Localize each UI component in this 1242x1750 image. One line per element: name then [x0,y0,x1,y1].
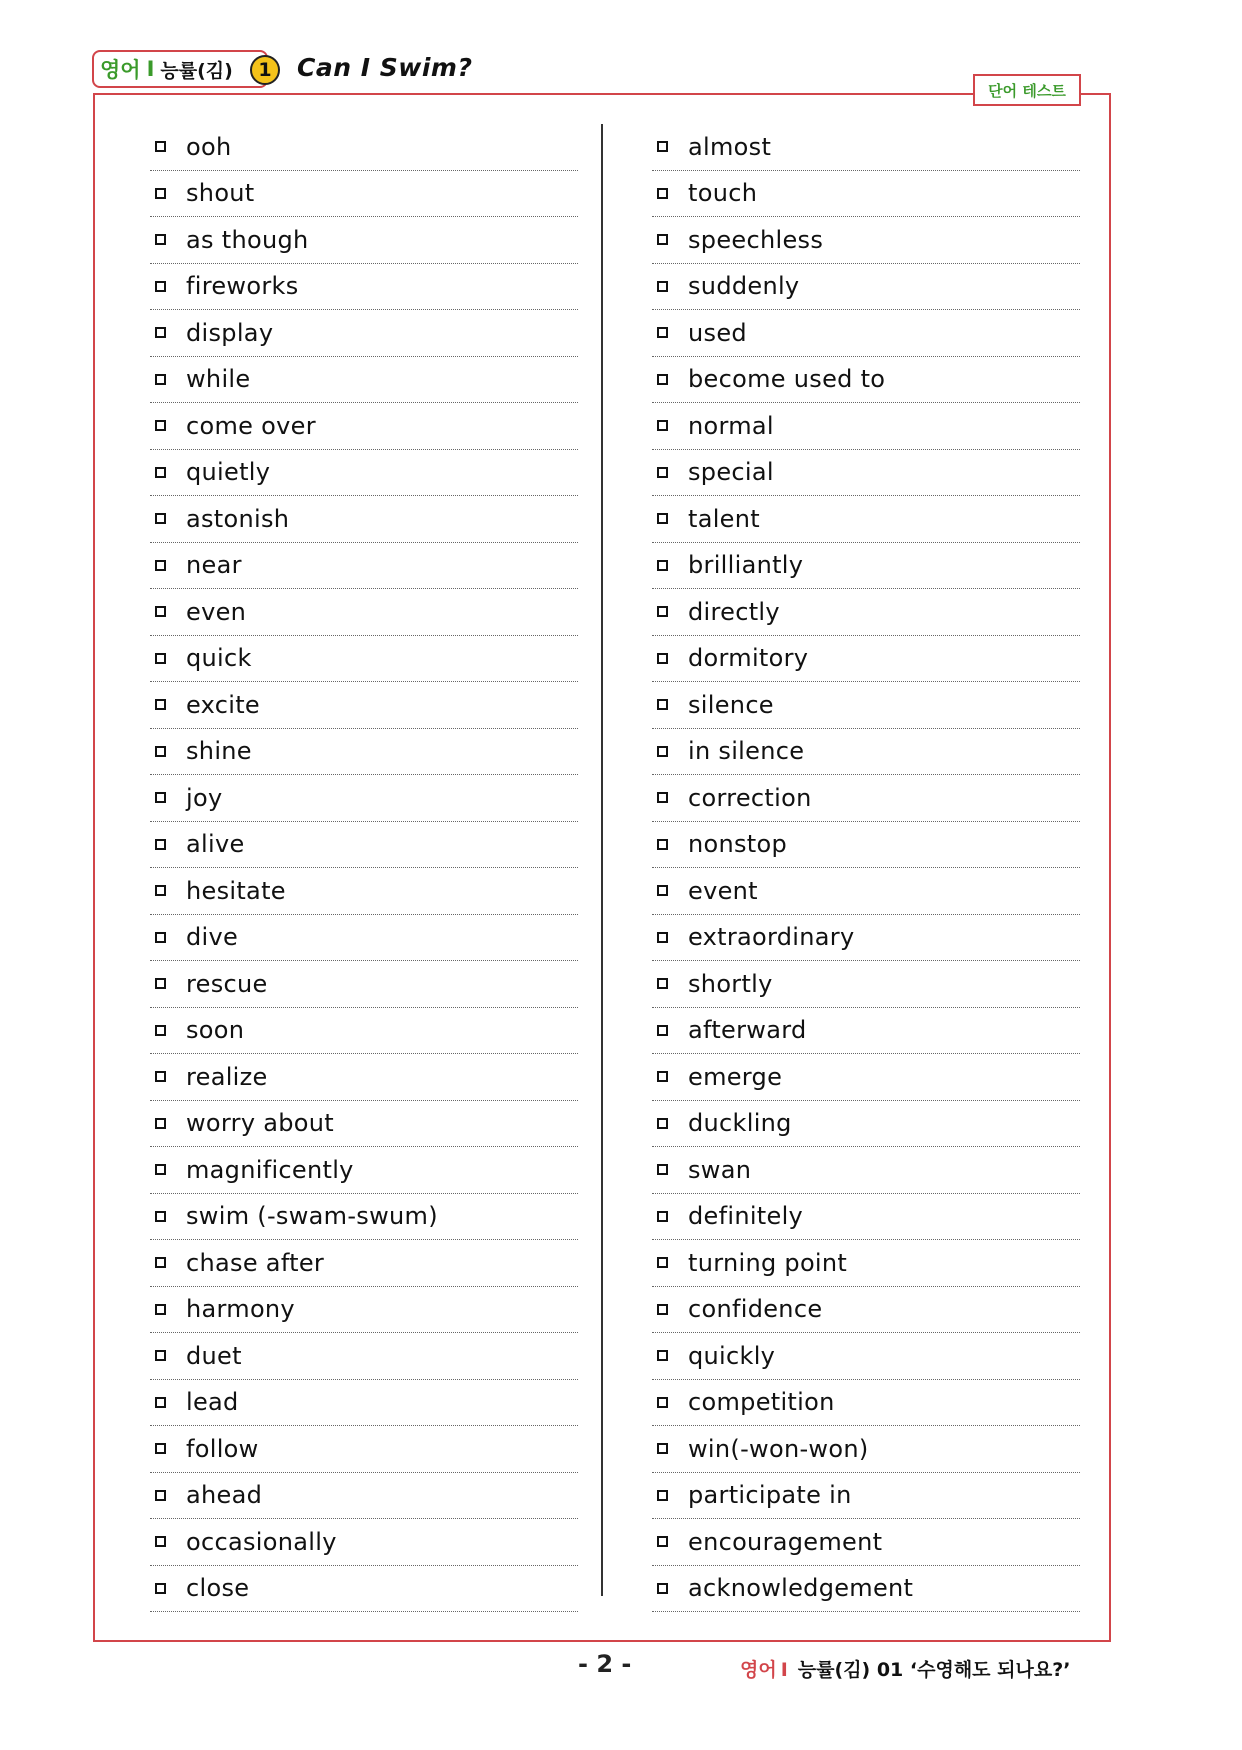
word-row [150,868,578,915]
vocabulary-word: hesitate [186,876,286,905]
checkbox[interactable] [657,560,668,571]
checkbox[interactable] [657,374,668,385]
vocabulary-word: ooh [186,132,232,161]
checkbox[interactable] [155,188,166,199]
word-row [652,1147,1080,1194]
vocabulary-word: realize [186,1062,268,1091]
checkbox[interactable] [657,839,668,850]
word-row [150,1426,578,1473]
word-row [150,1101,578,1148]
checkbox[interactable] [657,420,668,431]
checkbox[interactable] [657,1397,668,1408]
word-row [652,1333,1080,1380]
textbook-label: 능률(김) [160,59,233,82]
vocabulary-word: even [186,597,247,626]
checkbox[interactable] [657,1583,668,1594]
vocabulary-word: emerge [688,1062,783,1091]
vocabulary-word: swan [688,1155,752,1184]
checkbox[interactable] [155,560,166,571]
checkbox[interactable] [155,932,166,943]
checkbox[interactable] [155,281,166,292]
word-row [652,682,1080,729]
checkbox[interactable] [657,1490,668,1501]
checkbox[interactable] [657,1350,668,1361]
right-word-list [652,124,1080,1612]
word-row [652,1426,1080,1473]
vocabulary-word: talent [688,504,760,533]
word-row [652,1054,1080,1101]
word-row [652,543,1080,590]
vocabulary-word: quickly [688,1341,776,1370]
checkbox[interactable] [155,141,166,152]
word-row [652,124,1080,171]
checkbox[interactable] [657,885,668,896]
word-row [150,403,578,450]
vocabulary-word: event [688,876,758,905]
vocabulary-word: ahead [186,1481,263,1510]
page-number: - 2 - [578,1650,632,1678]
left-word-list [150,124,578,1612]
word-row [150,589,578,636]
checkbox[interactable] [155,1583,166,1594]
word-row [150,915,578,962]
checkbox[interactable] [657,1257,668,1268]
checkbox[interactable] [657,792,668,803]
vocabulary-word: silence [688,690,774,719]
word-row [652,636,1080,683]
checkbox[interactable] [155,1164,166,1175]
vocabulary-word: worry about [186,1109,335,1138]
checkbox[interactable] [155,1443,166,1454]
lesson-number-badge: 1 [250,55,280,85]
vocabulary-word: shine [186,737,252,766]
word-row [652,1473,1080,1520]
word-row [652,589,1080,636]
checkbox[interactable] [657,513,668,524]
vocabulary-word: swim (-swam-swum) [186,1202,438,1231]
checkbox[interactable] [155,653,166,664]
checkbox[interactable] [155,1350,166,1361]
vocabulary-word: become used to [688,365,886,394]
footer-info [740,1655,1070,1682]
word-row [652,1380,1080,1427]
checkbox[interactable] [155,699,166,710]
vocabulary-word: participate in [688,1481,852,1510]
checkbox[interactable] [657,327,668,338]
checkbox[interactable] [155,606,166,617]
word-row [150,217,578,264]
word-row [652,310,1080,357]
vocabulary-word: duckling [688,1109,792,1138]
word-row [150,1008,578,1055]
checkbox[interactable] [657,746,668,757]
vocabulary-word: harmony [186,1295,295,1324]
word-test-badge: 단어 테스트 [973,74,1081,106]
vocabulary-word: afterward [688,1016,807,1045]
checkbox[interactable] [155,978,166,989]
vocabulary-word: quietly [186,458,271,487]
vocabulary-word: used [688,318,747,347]
vocabulary-word: win(-won-won) [688,1434,869,1463]
vocabulary-word: in silence [688,737,805,766]
vocabulary-word: extraordinary [688,923,855,952]
subject-tag [92,50,268,88]
vocabulary-word: special [688,458,774,487]
word-row [150,357,578,404]
vocabulary-word: speechless [688,225,824,254]
word-row [652,1008,1080,1055]
vocabulary-word: encouragement [688,1527,883,1556]
vocabulary-word: dormitory [688,644,809,673]
word-row [150,450,578,497]
checkbox[interactable] [155,839,166,850]
checkbox[interactable] [155,420,166,431]
vocabulary-word: chase after [186,1248,325,1277]
checkbox[interactable] [657,1071,668,1082]
word-row [150,1566,578,1613]
word-row [652,1194,1080,1241]
checkbox[interactable] [657,141,668,152]
vocabulary-word: excite [186,690,260,719]
checkbox[interactable] [155,746,166,757]
checkbox[interactable] [657,653,668,664]
footer-separator: I [780,1659,788,1681]
checkbox[interactable] [155,885,166,896]
vocabulary-word: dive [186,923,239,952]
vocabulary-word: close [186,1574,250,1603]
word-row [150,496,578,543]
vocabulary-word: competition [688,1388,835,1417]
vocabulary-word: lead [186,1388,239,1417]
vocabulary-word: magnificently [186,1155,354,1184]
column-divider [601,124,603,1596]
word-row [150,961,578,1008]
word-row [652,1101,1080,1148]
lesson-title: Can I Swim? [297,53,473,82]
checkbox[interactable] [657,1304,668,1315]
word-row [150,310,578,357]
word-row [652,868,1080,915]
checkbox[interactable] [657,467,668,478]
checkbox[interactable] [657,606,668,617]
word-row [150,1380,578,1427]
checkbox[interactable] [155,1490,166,1501]
word-row [652,729,1080,776]
word-row [150,124,578,171]
vocabulary-word: almost [688,132,772,161]
checkbox[interactable] [155,1536,166,1547]
word-row [652,961,1080,1008]
word-row [150,822,578,869]
checkbox[interactable] [155,513,166,524]
vocabulary-word: come over [186,411,316,440]
word-row [652,822,1080,869]
checkbox[interactable] [657,699,668,710]
word-row [150,775,578,822]
vocabulary-word: rescue [186,969,268,998]
vocabulary-word: brilliantly [688,551,804,580]
checkbox[interactable] [155,1211,166,1222]
checkbox[interactable] [657,1211,668,1222]
vocabulary-word: occasionally [186,1527,337,1556]
checkbox[interactable] [155,1025,166,1036]
footer-lesson: 능률(김) 01 ‘수영해도 되나요?’ [797,1659,1071,1681]
word-row [150,1054,578,1101]
checkbox[interactable] [657,1443,668,1454]
word-row [652,1566,1080,1613]
subject-label: 영어 [100,58,141,82]
vocabulary-word: duet [186,1341,242,1370]
vocabulary-word: quick [186,644,252,673]
checkbox[interactable] [657,1025,668,1036]
word-row [150,264,578,311]
checkbox[interactable] [155,1118,166,1129]
word-row [150,636,578,683]
vocabulary-word: normal [688,411,774,440]
checkbox[interactable] [657,234,668,245]
word-row [150,543,578,590]
word-row [150,1333,578,1380]
word-row [150,1473,578,1520]
checkbox[interactable] [657,932,668,943]
checkbox[interactable] [155,234,166,245]
vocabulary-word: joy [186,783,223,812]
checkbox[interactable] [657,1536,668,1547]
checkbox[interactable] [657,188,668,199]
checkbox[interactable] [155,1397,166,1408]
word-row [150,171,578,218]
vocabulary-word: directly [688,597,780,626]
vocabulary-word: suddenly [688,272,800,301]
word-row [150,1519,578,1566]
vocabulary-word: definitely [688,1202,804,1231]
vocabulary-word: while [186,365,251,394]
vocabulary-word: confidence [688,1295,823,1324]
checkbox[interactable] [657,1164,668,1175]
word-row [150,1240,578,1287]
word-row [652,450,1080,497]
word-row [652,775,1080,822]
footer-subject: 영어 [740,1659,777,1681]
word-row [150,1194,578,1241]
checkbox[interactable] [657,978,668,989]
vocabulary-word: turning point [688,1248,848,1277]
word-row [150,1147,578,1194]
vocabulary-word: correction [688,783,812,812]
vocabulary-word: acknowledgement [688,1574,914,1603]
word-row [652,496,1080,543]
word-row [652,357,1080,404]
checkbox[interactable] [657,1118,668,1129]
vocabulary-word: nonstop [688,830,788,859]
word-row [652,915,1080,962]
subject-separator: I [146,57,155,81]
vocabulary-word: astonish [186,504,290,533]
word-row [150,682,578,729]
word-row [150,1287,578,1334]
vocabulary-word: shortly [688,969,773,998]
checkbox[interactable] [155,374,166,385]
checkbox[interactable] [155,1304,166,1315]
vocabulary-word: alive [186,830,245,859]
checkbox[interactable] [155,1071,166,1082]
vocabulary-word: fireworks [186,272,299,301]
word-row [652,403,1080,450]
checkbox[interactable] [155,467,166,478]
vocabulary-word: as though [186,225,309,254]
vocabulary-word: near [186,551,242,580]
word-row [652,1519,1080,1566]
vocabulary-word: display [186,318,274,347]
word-row [652,264,1080,311]
word-row [652,171,1080,218]
checkbox[interactable] [155,327,166,338]
checkbox[interactable] [657,281,668,292]
vocabulary-word: shout [186,179,255,208]
vocabulary-word: soon [186,1016,245,1045]
vocabulary-word: follow [186,1434,259,1463]
vocabulary-word: touch [688,179,758,208]
checkbox[interactable] [155,1257,166,1268]
word-row [652,1287,1080,1334]
word-row [652,217,1080,264]
word-row [652,1240,1080,1287]
word-row [150,729,578,776]
checkbox[interactable] [155,792,166,803]
